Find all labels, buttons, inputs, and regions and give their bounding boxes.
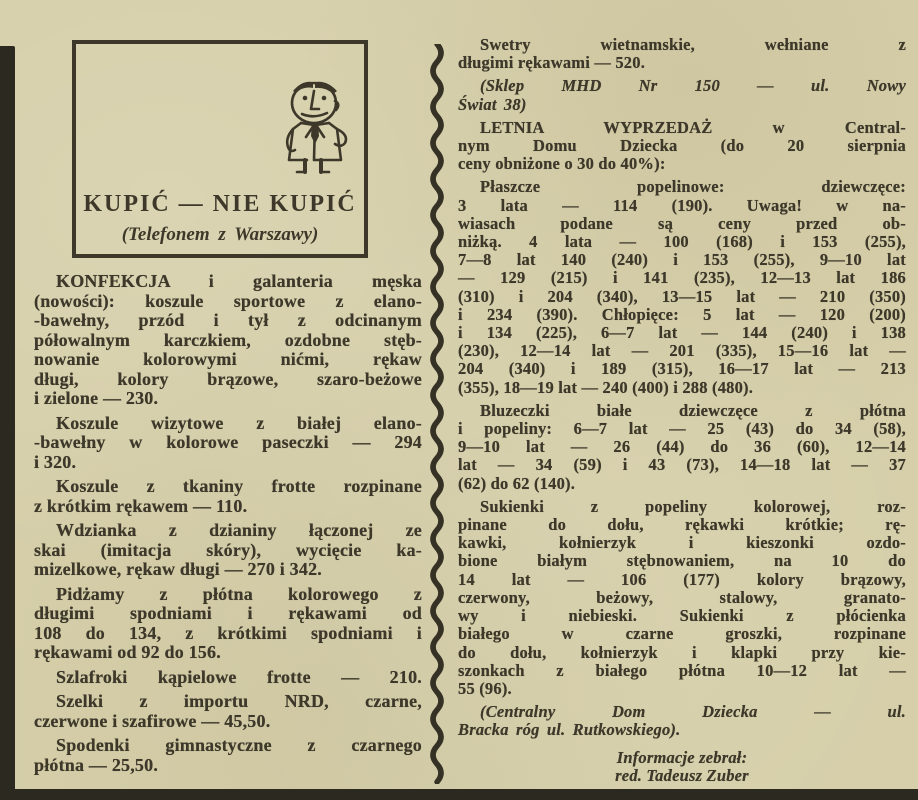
text-line: (62) do 62 (140). (458, 473, 576, 493)
text-line: 55 (96). (458, 678, 512, 698)
text-line: Swetry wietnamskie, wełniane z (480, 35, 906, 54)
text-line: kawki, kołnierzyk i kieszonki ozdo- (458, 533, 906, 553)
text-line: (355), 18—19 lat — 240 (400) i 288 (480). (458, 377, 754, 397)
text-line: -bawełny w kolorowe paseczki — 294 (34, 432, 422, 452)
text-line: i 320. (34, 451, 77, 472)
left-column (34, 36, 422, 780)
text-line: 204 (340) i 189 (315), 16—17 lat — 213 (458, 359, 906, 379)
text-line: bione białym stębnowaniem, na 10 do (458, 551, 906, 571)
paragraph (458, 498, 906, 698)
text-line: (Sklep MHD Nr 150 — ul. Nowy (480, 76, 906, 96)
paragraph (458, 402, 906, 493)
paragraph (458, 36, 906, 72)
paragraph (458, 119, 906, 174)
text-line: 9—10 lat — 26 (44) do 36 (60), 12—14 (458, 437, 906, 457)
text-line: (Centralny Dom Dziecka — ul. (480, 702, 906, 722)
text-line: red. Tadeusz Zuber (615, 765, 749, 785)
text-line: i 234 (390). Chłopięce: 5 lat — 120 (200) (458, 304, 906, 324)
text-line: Sukienki z popeliny kolorowej, roz- (480, 496, 906, 516)
text-line: (310) i 204 (340), 13—15 lat — 210 (350) (458, 286, 906, 306)
text-line: nowanie kolorowymi nićmi, rękaw (34, 349, 422, 369)
text-line: Świat 38) (458, 94, 527, 114)
text-line: Wdzianka z dzianiny łączonej ze (56, 520, 422, 540)
text-line: nym Domu Dziecka (do 20 sierpnia (458, 136, 906, 156)
paragraph (34, 692, 422, 731)
text-line: 3 lata — 114 (190). Uwaga! w na- (458, 195, 906, 215)
right-column-text (458, 36, 906, 785)
text-line: Koszule z tkaniny frotte rozpinane (56, 476, 422, 496)
text-line: KONFEKCJA i galanteria męska (56, 271, 422, 291)
text-line: 7—8 lat 140 (240) i 153 (255), 9—10 lat (458, 250, 906, 270)
text-line: niżką. 4 lata — 100 (168) i 153 (255), (458, 232, 906, 252)
text-line: Płaszcze popelinowe: dziewczęce: (480, 177, 906, 197)
text-line: długi, kolory brązowe, szaro-beżowe (34, 368, 422, 389)
text-line: Szlafroki kąpielowe frotte — 210. (56, 666, 422, 687)
paragraph (34, 272, 422, 409)
text-line: rękawami od 92 do 156. (34, 642, 221, 662)
text-line: (nowości): koszule sportowe z elano- (34, 290, 422, 311)
text-line: wy i niebieski. Sukienki z płócienka (458, 606, 906, 626)
text-line: półowalnym karczkiem, ozdobne stęb- (34, 329, 422, 350)
text-line: Koszule wizytowe z białej elano- (56, 412, 422, 433)
paragraph (34, 585, 422, 663)
paragraph (458, 178, 906, 396)
text-line: mizelkowe, rękaw długi — 270 i 342. (34, 559, 322, 579)
text-line: Spodenki gimnastyczne z czarnego (56, 735, 422, 755)
left-column-text (34, 272, 422, 775)
paragraph (34, 668, 422, 688)
masthead-box (72, 40, 368, 258)
paragraph (34, 477, 422, 516)
paragraph (458, 749, 906, 785)
paragraph (34, 414, 422, 473)
masthead-title: KUPIĆ — NIE KUPIĆ (83, 191, 357, 217)
left-edge-bar (0, 46, 15, 800)
text-line: i 134 (225), 6—7 lat — 144 (240) i 138 (458, 323, 906, 343)
text-line: LETNIA WYPRZEDAŻ w Central- (480, 117, 906, 137)
text-line: ceny obniżone o 30 do 40%): (458, 154, 666, 174)
text-line: 108 do 134, z krótkimi spodniami i (34, 622, 422, 643)
text-line: płótna — 25,50. (34, 754, 159, 775)
text-line: Bracka róg ul. Rutkowskiego). (458, 720, 681, 740)
text-line: czerwony, beżowy, stalowy, granato- (458, 587, 906, 607)
text-line: Bluzeczki białe dziewczęce z płótna (480, 400, 906, 420)
bottom-rule (0, 789, 918, 800)
paragraph (458, 703, 906, 739)
text-line: Szelki z importu NRD, czarne, (56, 691, 422, 711)
text-line: Informacje zebrał: (616, 747, 748, 767)
text-line: i zielone — 230. (34, 388, 159, 408)
text-line: czerwone i szafirowe — 45,50. (34, 710, 271, 731)
text-line: lat — 34 (59) i 43 (73), 14—18 lat — 37 (458, 455, 906, 475)
column-divider (429, 44, 445, 784)
paragraph (458, 77, 906, 113)
text-line: — 129 (215) i 141 (235), 12—13 lat 186 (458, 268, 906, 288)
text-line: -bawełny, przód i tył z odcinanym (34, 310, 422, 330)
masthead-subtitle: (Telefonem z Warszawy) (121, 224, 319, 245)
text-line: skai (imitacja skóry), wycięcie ka- (34, 539, 422, 560)
text-line: białego w czarne groszki, rozpinane (458, 624, 906, 644)
text-line: długimi spodniami i rękawami od (34, 603, 422, 623)
right-column (458, 36, 906, 790)
paragraph (34, 521, 422, 580)
text-line: i popeliny: 6—7 lat — 25 (43) do 34 (58), (458, 419, 906, 439)
cartoon-man-icon (270, 76, 356, 176)
text-line: szonkach z białego płótna 10—12 lat — (458, 660, 906, 680)
text-line: wiasach podane są ceny przed ob- (458, 213, 906, 233)
text-line: długimi rękawami — 520. (458, 53, 646, 73)
text-line: Pidżamy z płótna kolorowego z (56, 583, 422, 604)
text-line: z krótkim rękawem — 110. (34, 495, 248, 516)
text-line: pinane do dołu, rękawki krótkie; rę- (458, 515, 906, 535)
paragraph (34, 736, 422, 775)
text-line: (230), 12—14 lat — 201 (335), 15—16 lat — (458, 341, 906, 361)
text-line: 14 lat — 106 (177) kolory brązowy, (458, 569, 906, 589)
text-line: do dołu, kołnierzyk i klapki przy kie- (458, 642, 906, 662)
